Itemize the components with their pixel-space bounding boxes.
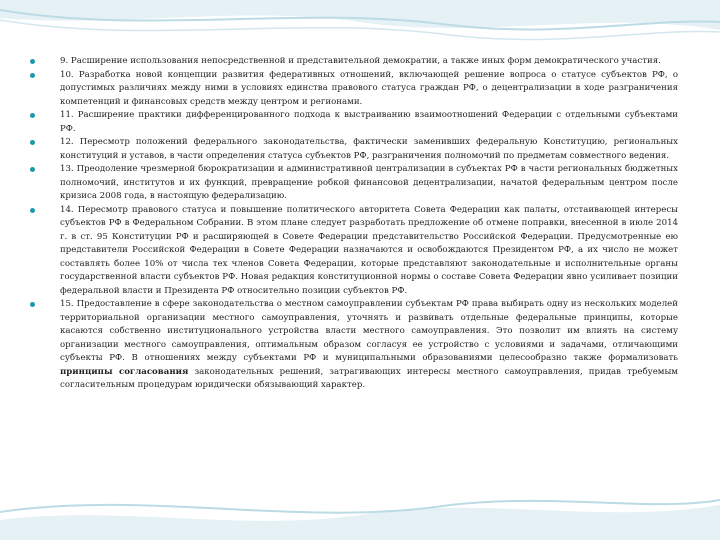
- list-item: [28, 69, 678, 110]
- list-item-text-part: 15. Предоставление в сфере законодательства о местном самоуправлении субъектам РФ права выбирать одну из нескольких моделей территориальной организации местного самоуправления, уточнять и развивать отдельные федеральные принципы, которые касаются собственно институционального устройства власти местного самоуправления. Это позволит им влиять на систему организации местного самоуправления, оптимальным образом согласуя ее устройство с условиями и задачами, отличающими субъекты РФ. В отношениях между субъектами РФ и муниципальными образованиями целесообразно также формализовать: [60, 299, 678, 363]
- list-item-text: 12. Пересмотр положений федерального законодательства, фактически заменивших федеральную Конституцию, региональных конституций и уставов, в части определения статуса субъектов РФ, разграничения полномочий по предметам совместного ведения.: [60, 137, 678, 161]
- list-item-text: 9. Расширение использования непосредственной и представительной демократии, а также иных форм демократического участия.: [60, 56, 661, 66]
- bullet-dot-icon: [30, 59, 35, 64]
- list-item-text-part: законодательных решений, затрагивающих интересы местного самоуправления, придав требуемым согласительным процедурам юридически обязывающий характер.: [60, 366, 678, 390]
- list-item: [28, 163, 678, 204]
- list-item-text: 10. Разработка новой концепции развития федеративных отношений, включающей решение вопроса о статусе субъектов РФ, о допустимых различиях между ними в условиях единства правового статуса граждан РФ, о децентрализации в ходе разграничения компетенций и финансовых средств между центром и регионами.: [60, 69, 678, 107]
- bullet-dot-icon: [30, 113, 35, 118]
- bullet-dot-icon: [30, 302, 35, 307]
- slide-body: [28, 55, 678, 393]
- list-item-text: 14. Пересмотр правового статуса и повышение политического авторитета Совета Федерации как палаты, отстаивающей интересы субъектов РФ в Федеральном Собрании. В этом плане следует разработать предложение об отмене поправки, внесенной в июле 2014 г. в ст. 95 Конституции РФ и расширяющей в Совете Федерации представительство Российской Федерации. Предусмотренные ею представители Российской Федерации в Совете Федерации назначаются и освобождаются Президентом РФ, а их число не может составлять более 10% от числа тех членов Совета Федерации, которые представляют законодательные и исполнительные органы государственной власти субъектов РФ. Новая редакция конституционной нормы о составе Совета Федерации явно усиливает позиции федеральной власти и Президента РФ относительно позиции субъектов РФ.: [60, 204, 678, 296]
- list-item: [28, 204, 678, 299]
- bullet-dot-icon: [30, 73, 35, 78]
- bullet-dot-icon: [30, 167, 35, 172]
- list-item-text: 13. Преодоление чрезмерной бюрократизации и административной централизации в субъектах РФ в части региональных бюджетных полномочий, институтов и их функций, превращение робкой финансовой децентрализации, начатой федеральным центром после кризиса 2008 года, в настоящую федерализацию.: [60, 164, 678, 201]
- list-item: [28, 55, 678, 69]
- list-item: [28, 136, 678, 163]
- bullet-dot-icon: [30, 140, 35, 145]
- list-item: [28, 298, 678, 393]
- numbered-list: [28, 55, 678, 393]
- list-item-bold-phrase: принципы согласования: [60, 366, 189, 377]
- bullet-dot-icon: [30, 208, 35, 213]
- list-item-text: 11. Расширение практики дифференцированного подхода к выстраиванию взаимоотношений Федерации с отдельными субъектами РФ.: [60, 110, 678, 134]
- list-item: [28, 109, 678, 136]
